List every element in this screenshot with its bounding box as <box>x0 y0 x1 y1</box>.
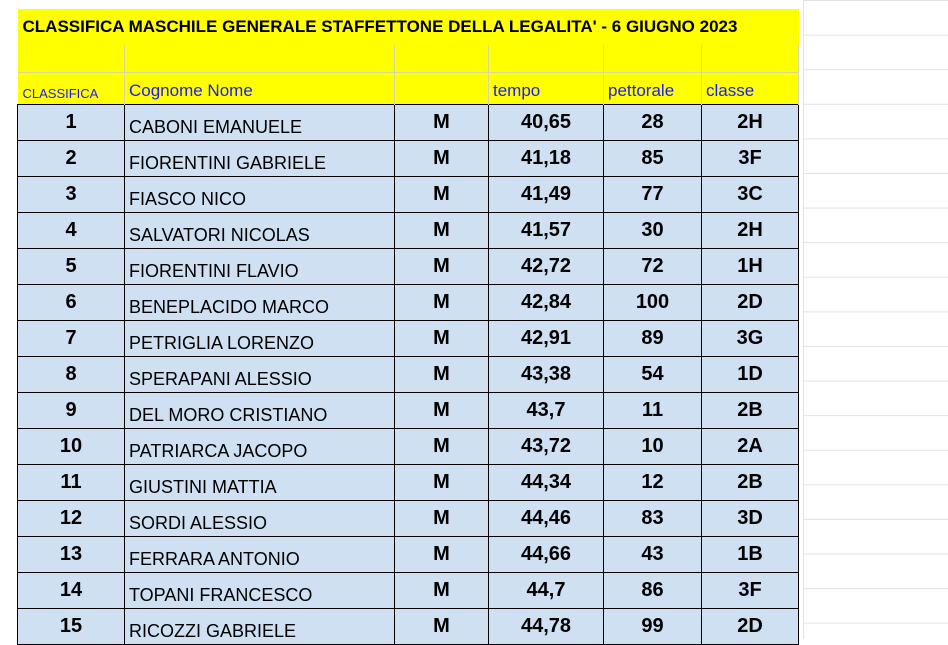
time-cell[interactable]: 44,34 <box>489 465 604 501</box>
class-cell[interactable]: 3F <box>702 141 799 177</box>
class-cell[interactable]: 2H <box>702 105 799 141</box>
results-body <box>18 105 799 645</box>
sheet-title[interactable]: CLASSIFICA MASCHILE GENERALE STAFFETTONE DELLA LEGALITA' - 6 GIUGNO 2023 <box>18 9 799 45</box>
header-time[interactable]: tempo <box>489 73 604 105</box>
cell[interactable] <box>395 45 489 73</box>
name-cell[interactable]: PETRIGLIA LORENZO <box>125 321 395 357</box>
header-name[interactable]: Cognome Nome <box>125 73 395 105</box>
class-cell[interactable]: 3G <box>702 321 799 357</box>
rank-cell[interactable]: 2 <box>18 141 125 177</box>
table-row <box>18 285 799 321</box>
time-cell[interactable]: 43,72 <box>489 429 604 465</box>
class-cell[interactable]: 2A <box>702 429 799 465</box>
table-row <box>18 573 799 609</box>
class-cell[interactable]: 2D <box>702 285 799 321</box>
table-row <box>18 465 799 501</box>
table-row <box>18 501 799 537</box>
header-rank[interactable]: CLASSIFICA <box>18 73 125 105</box>
sex-cell[interactable]: M <box>395 537 489 573</box>
table-row <box>18 177 799 213</box>
cell[interactable] <box>125 45 395 73</box>
bib-cell[interactable]: 12 <box>604 465 702 501</box>
table-row <box>18 537 799 573</box>
table-row <box>18 141 799 177</box>
cell[interactable] <box>18 45 125 73</box>
bib-cell[interactable]: 86 <box>604 573 702 609</box>
cell[interactable] <box>604 45 702 73</box>
table-row <box>18 249 799 285</box>
rank-cell[interactable]: 7 <box>18 321 125 357</box>
sex-cell[interactable]: M <box>395 285 489 321</box>
class-cell[interactable]: 2H <box>702 213 799 249</box>
class-cell[interactable]: 2B <box>702 465 799 501</box>
sex-cell[interactable]: M <box>395 429 489 465</box>
sex-cell[interactable]: M <box>395 141 489 177</box>
time-cell[interactable]: 42,91 <box>489 321 604 357</box>
bib-cell[interactable]: 54 <box>604 357 702 393</box>
name-cell[interactable]: TOPANI FRANCESCO <box>125 573 395 609</box>
sex-cell[interactable]: M <box>395 573 489 609</box>
rank-cell[interactable]: 10 <box>18 429 125 465</box>
bib-cell[interactable]: 99 <box>604 609 702 645</box>
time-cell[interactable]: 44,46 <box>489 501 604 537</box>
name-cell[interactable]: FIORENTINI GABRIELE <box>125 141 395 177</box>
name-cell[interactable]: SPERAPANI ALESSIO <box>125 357 395 393</box>
time-cell[interactable]: 43,7 <box>489 393 604 429</box>
bib-cell[interactable]: 11 <box>604 393 702 429</box>
rank-cell[interactable]: 3 <box>18 177 125 213</box>
header-sex[interactable] <box>395 73 489 105</box>
name-cell[interactable]: CABONI EMANUELE <box>125 105 395 141</box>
rank-cell[interactable]: 8 <box>18 357 125 393</box>
rank-cell[interactable]: 13 <box>18 537 125 573</box>
class-cell[interactable]: 3F <box>702 573 799 609</box>
table-row <box>18 609 799 645</box>
table-row <box>18 105 799 141</box>
time-cell[interactable]: 40,65 <box>489 105 604 141</box>
name-cell[interactable]: DEL MORO CRISTIANO <box>125 393 395 429</box>
cell[interactable] <box>489 45 604 73</box>
empty-grid-area <box>803 0 948 639</box>
bib-cell[interactable]: 77 <box>604 177 702 213</box>
class-cell[interactable]: 1B <box>702 537 799 573</box>
bib-cell[interactable]: 30 <box>604 213 702 249</box>
blank-row <box>18 45 799 73</box>
rank-cell[interactable]: 15 <box>18 609 125 645</box>
rank-cell[interactable]: 4 <box>18 213 125 249</box>
time-cell[interactable]: 43,38 <box>489 357 604 393</box>
name-cell[interactable]: SALVATORI NICOLAS <box>125 213 395 249</box>
bib-cell[interactable]: 28 <box>604 105 702 141</box>
class-cell[interactable]: 2D <box>702 609 799 645</box>
rank-cell[interactable]: 14 <box>18 573 125 609</box>
sex-cell[interactable]: M <box>395 249 489 285</box>
table-row <box>18 213 799 249</box>
rank-cell[interactable]: 12 <box>18 501 125 537</box>
header-class[interactable]: classe <box>702 73 799 105</box>
sex-cell[interactable]: M <box>395 465 489 501</box>
sex-cell[interactable]: M <box>395 213 489 249</box>
time-cell[interactable]: 42,84 <box>489 285 604 321</box>
sex-cell[interactable]: M <box>395 609 489 645</box>
bib-cell[interactable]: 43 <box>604 537 702 573</box>
class-cell[interactable]: 3D <box>702 501 799 537</box>
class-cell[interactable]: 1H <box>702 249 799 285</box>
time-cell[interactable]: 41,18 <box>489 141 604 177</box>
class-cell[interactable]: 2B <box>702 393 799 429</box>
time-cell[interactable]: 44,66 <box>489 537 604 573</box>
sex-cell[interactable]: M <box>395 393 489 429</box>
table-row <box>18 393 799 429</box>
table-row <box>18 357 799 393</box>
rank-cell[interactable]: 1 <box>18 105 125 141</box>
bib-cell[interactable]: 100 <box>604 285 702 321</box>
rank-cell[interactable]: 6 <box>18 285 125 321</box>
name-cell[interactable]: BENEPLACIDO MARCO <box>125 285 395 321</box>
name-cell[interactable]: GIUSTINI MATTIA <box>125 465 395 501</box>
time-cell[interactable]: 41,49 <box>489 177 604 213</box>
name-cell[interactable]: RICOZZI GABRIELE <box>125 609 395 645</box>
rank-cell[interactable]: 11 <box>18 465 125 501</box>
rank-cell[interactable]: 9 <box>18 393 125 429</box>
time-cell[interactable]: 41,57 <box>489 213 604 249</box>
bib-cell[interactable]: 89 <box>604 321 702 357</box>
name-cell[interactable]: FIASCO NICO <box>125 177 395 213</box>
time-cell[interactable]: 42,72 <box>489 249 604 285</box>
sex-cell[interactable]: M <box>395 321 489 357</box>
name-cell[interactable]: FERRARA ANTONIO <box>125 537 395 573</box>
header-bib[interactable]: pettorale <box>604 73 702 105</box>
bib-cell[interactable]: 10 <box>604 429 702 465</box>
cell[interactable] <box>702 45 799 73</box>
sex-cell[interactable]: M <box>395 357 489 393</box>
sex-cell[interactable]: M <box>395 105 489 141</box>
rank-cell[interactable]: 5 <box>18 249 125 285</box>
name-cell[interactable]: SORDI ALESSIO <box>125 501 395 537</box>
time-cell[interactable]: 44,7 <box>489 573 604 609</box>
sex-cell[interactable]: M <box>395 177 489 213</box>
results-table <box>17 9 799 645</box>
bib-cell[interactable]: 72 <box>604 249 702 285</box>
name-cell[interactable]: FIORENTINI FLAVIO <box>125 249 395 285</box>
title-row <box>18 9 799 45</box>
name-cell[interactable]: PATRIARCA JACOPO <box>125 429 395 465</box>
bib-cell[interactable]: 83 <box>604 501 702 537</box>
class-cell[interactable]: 3C <box>702 177 799 213</box>
bib-cell[interactable]: 85 <box>604 141 702 177</box>
header-row <box>18 73 799 105</box>
time-cell[interactable]: 44,78 <box>489 609 604 645</box>
table-row <box>18 321 799 357</box>
table-row <box>18 429 799 465</box>
class-cell[interactable]: 1D <box>702 357 799 393</box>
sex-cell[interactable]: M <box>395 501 489 537</box>
